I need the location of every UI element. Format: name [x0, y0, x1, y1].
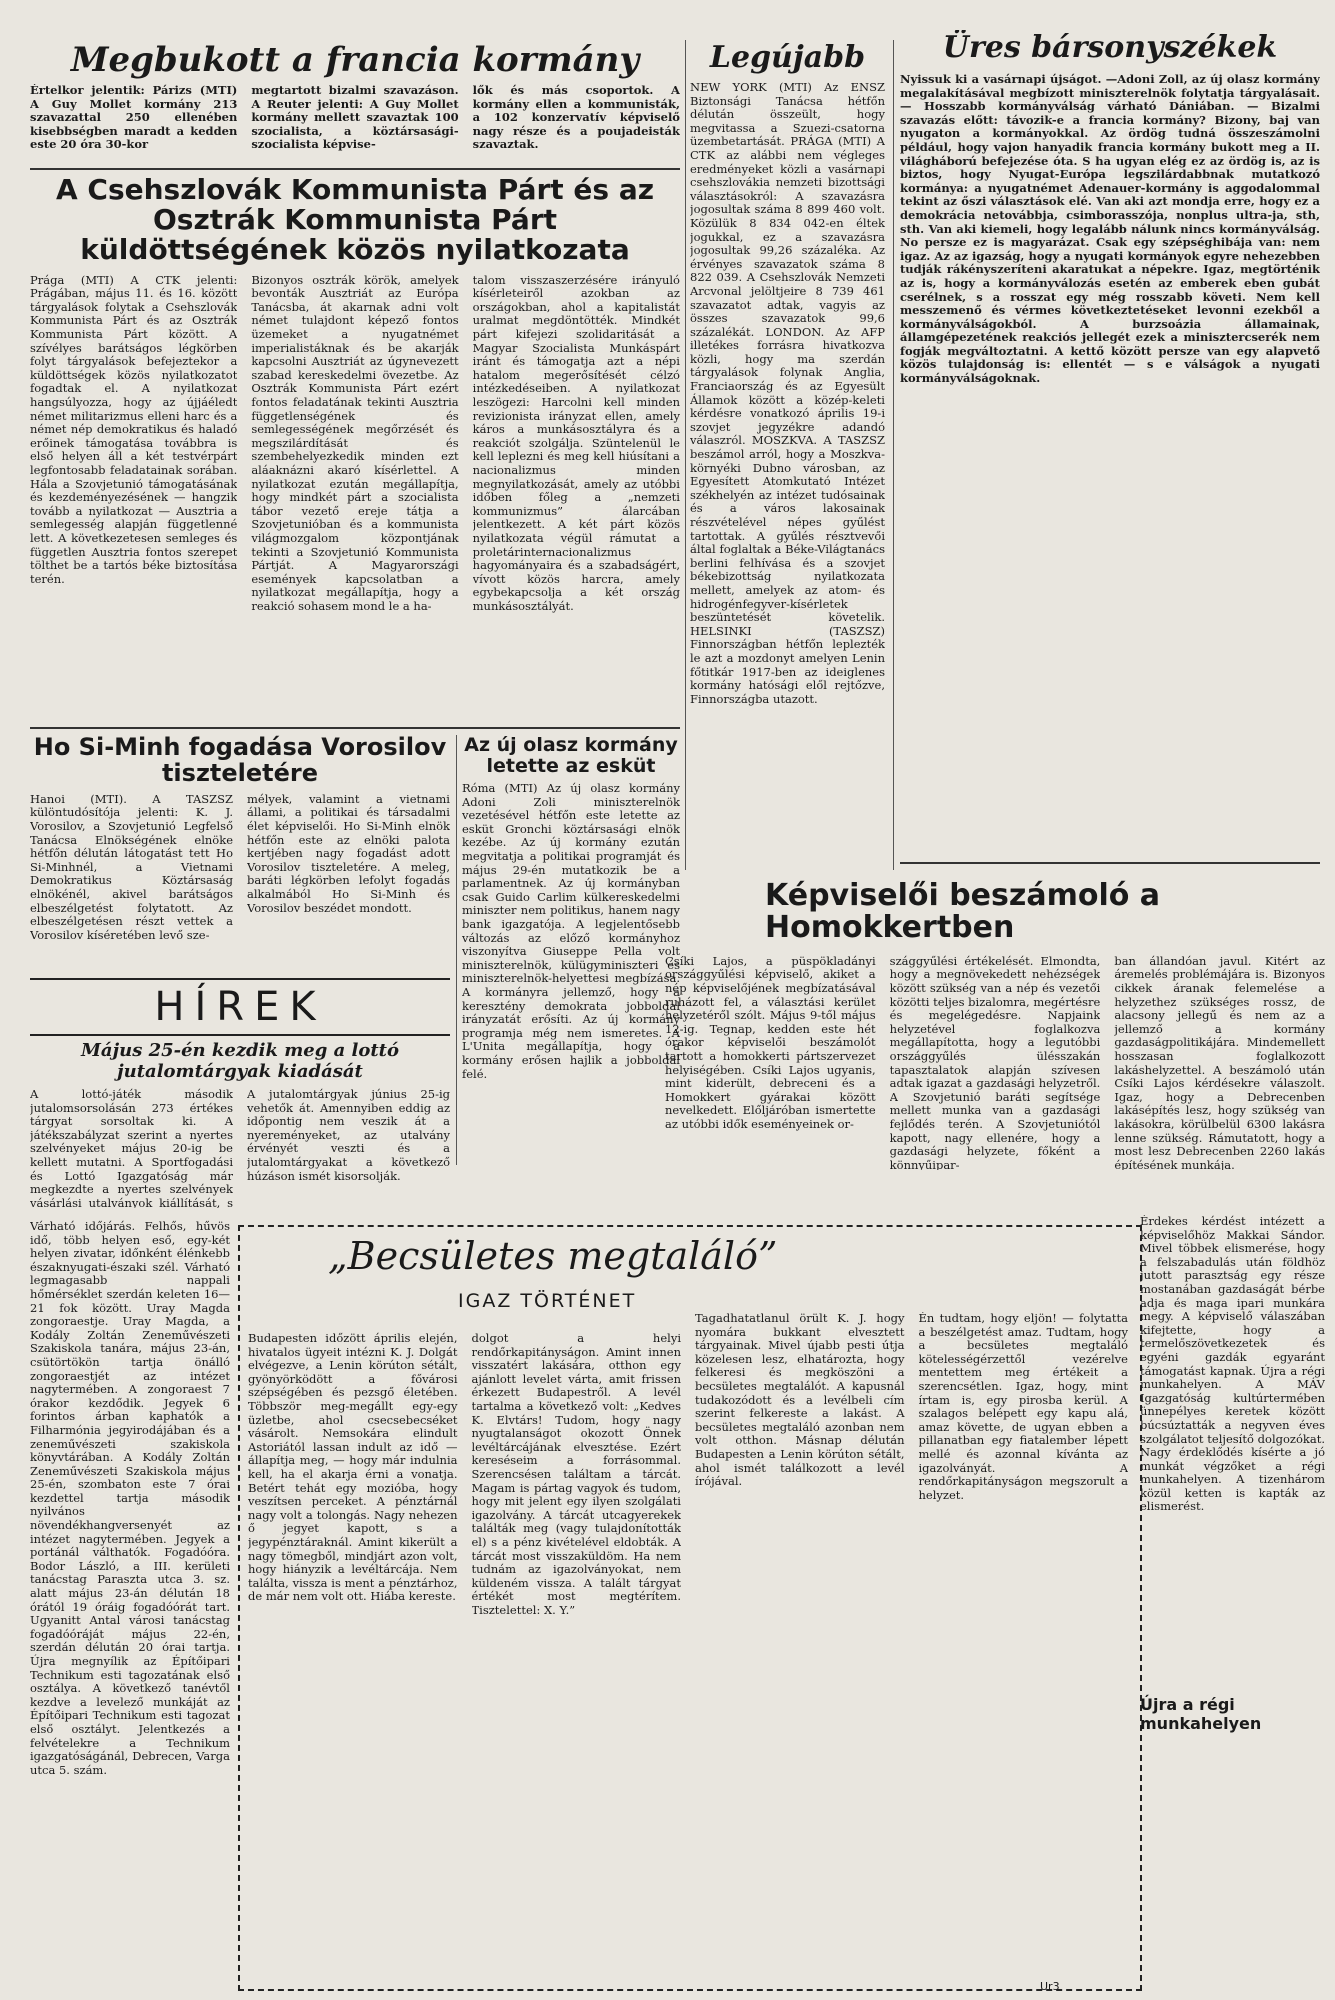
- column-rule: [685, 40, 686, 870]
- hirek-col-2: A jutalomtárgyak június 25-ig vehetők át. Amennyiben eddig az időpontig nem veszik át a nyereményeket, az utalvány érvényét veszti és a jutalomtárgyakat a következő húzáson ismét kisorsolják.: [247, 1088, 450, 1183]
- hirek-title-bar: [30, 978, 450, 1036]
- hirek-lower-column: [30, 1220, 230, 1990]
- top-story-col-3: lők és más csoportok. A kormány ellen a kommunisták, a 102 konzervatív képviselő nagy része és a poujadeisták szavaztak.: [472, 84, 680, 152]
- hirek-subtitle: Május 25-én kezdik meg a lottó jutalomtárgyak kiadását: [81, 1040, 399, 1082]
- top-story-col-1: Értelkor jelentik: Párizs (MTI) A Guy Mollet kormány 213 szavazattal 250 ellenében kisebbségben maradt a kedden este 20 óra 30-kor: [30, 84, 238, 152]
- hirek-col-1: A lottó-játék második jutalomsorsolásán 273 értékes tárgyat sorsoltak ki. A játékszabályzat szerint a nyertes szelvényeket május 20-ig be kellett mutatni. A Sportfogadási és Lottó Igazgatóság már megkezdte a nyertes szelvények vásárlási utalványok kiállítását, s: [30, 1088, 233, 1208]
- hirek-section: [30, 978, 450, 1210]
- column-rule: [893, 40, 894, 870]
- czech-story-col-3: talom visszaszerzésére irányuló kísérleteiről azokban az országokban, ahol a kapitalistát uralmat megdöntötték. Mindkét párt kifejezi szolidaritását a Magyar Szocialista Munkáspárt iránt és támogatja azt a népi hatalom megerősítését célzó intézkedéseiben. A nyilatkozat leszögezi: Harcolni kell minden revizionista irányzat ellen, amely káros a munkásosztályra és a reakciót szolgálja. Szüntelenül le kell leplezni és meg kell hiúsítani a nacionalizmus minden megnyilatkozását, amely az utóbbi időben főleg a „nemzeti kommunizmus” álarcában jelentkezett. A két párt közös nyilatkozata végül rámutat a proletárinternacionalizmus hagyományaira és a szabadságért, vívott közös harcra, amely egybekapcsolja a két ország munkásosztályát.: [472, 273, 680, 613]
- kepviseloi-col-2: szággyűlési értékelését. Elmondta, hogy a megnövekedett nehézségek között szükség van a nép és vezetői közötti teljes bizalomra, megértésre és megelégedésre. Napjaink helyzetével foglalkozva megállapította, hogy a legutóbbi országgyűlés ülésszakán tapasztalatok alapján szívesen adtak igazat a gazdasági helyzetről. A Szovjetunió baráti segítsége mellett munka van a gazdasági fejlődés terén. A Szovjetuniótól kapott, nagy ellenére, hogy a gazdasági helyzete, főként a könnyűipar-: [889, 954, 1101, 1170]
- legujabb-text: NEW YORK (MTI) Az ENSZ Biztonsági Tanácsa hétfőn délután összeült, hogy megvitassa a Szuezi-csatorna üzembetartását. PRÁGA (MTI) A CTK az alábbi nem végleges eredményeket közli a vasárnapi csehszlovákia nemzeti bizottsági választásokról: A szavazásra jogosultak száma 8 899 460 volt. Közülük 8 834 042-en éltek jogukkal, ez a szavazásra jogosultak 99,26 százaléka. Az érvényes szavazatok száma 8 822 039. A Csehszlovák Nemzeti Arcvonal jelöltjeire 8 739 461 szavazatot adtak, vagyis az összes szavazatok 99,6 százalékát. LONDON. Az AFP illetékes forrásra hivatkozva közli, hogy ma szerdán tárgyalások folynak Anglia, Franciaország és az Egyesült Államok között a közép-keleti kérdésre vonatkozó április 19-i szovjet jegyzékre adandó válaszról. MOSZKVA. A TASZSZ beszámol arról, hogy a Moszkva-környéki Dubno városban, az Egyesített Atomkutató Intézet székhelyén az intézet tudósainak és a város lakosainak részvételével népes gyűlést tartottak. A gyűlés résztvevői által foglaltak a Béke-Világtanács berlini felhívása és a szovjet békebizottság nyilatkozata mellett, amelyek az atom- és hidrogénfegyver-kísérletek beszüntetését követelik. HELSINKI (TASZSZ) Finnországban hétfőn leplezték le azt a mozdonyt amelyen Lenin főtitkár 1917-ben az ideiglenes kormány hatósági elől rejtőzve, Finnországba utazott.: [690, 81, 885, 706]
- czech-story-title: A Csehszlovák Kommunista Párt és az Osztrák Kommunista Párt küldöttségének közös nyilatkozata: [55, 175, 655, 267]
- ures-title: Üres bársonyszékek: [942, 30, 1278, 65]
- becsuletes-col-2: dolgot a helyi rendőrkapitányságon. Amint innen visszatért lakására, otthon egy ajánlott levelet várta, amit frissen érkezett Budapestről. A levél tartalma a következő volt: „Kedves K. Elvtárs! Tudom, hogy nagy nyugtalanságot okozott Önnek levéltárcájának elvesztése. Ezért kereséseim a forrásommal. Szerencsésen találtam a tárcát. Magam is pártag vagyok és tudom, hogy mit jelent egy ilyen szolgálati igazolvány. A tárcát utcagyerekek találták meg (vagy tulajdonították el) s a pénz kivételével eldobták. A tárcát most visszaküldöm. Ha nem tudnám az igazolványokat, nem küldeném vissza. A talált tárgyat értékét most megtérítem. Tisztelettel: X. Y.”: [471, 1332, 681, 1617]
- hirek-lower-text: Várható időjárás. Felhős, hűvös idő, több helyen eső, egy-két helyen zivatar, időnként élénkebb északnyugati-északi szél. Várható legmagasabb nappali hőmérséklet szerdán keleten 16—21 fok között. Uray Magda zongoraestje. Uray Magda, a Kodály Zoltán Zeneművészeti Szakiskola tanára, május 23-án, csütörtökön tartja önálló zongoraestjét az intézet nagytermében. A zongoraest 7 órakor kezdődik. Jegyek 6 forintos árban kaphatók a Filharmónia jegyirodájában és a zeneművészeti szakiskola könyvtárában. A Kodály Zoltán Zeneművészeti Szakiskola május 25-én, szombaton este 7 órai kezdettel tartja második nyilvános növendékhangversenyét az intézet nagytermében. Jegyek a portánál válthatók. Fogadóóra. Bodor László, a III. kerületi tanácstag Paraszta utca 3. sz. alatt május 23-án délután 18 órától 19 óráig fogadóórát tart. Ugyanitt Antal városi tanácstag fogadóóráját május 22-én, szerdán délután 20 órai tartja. Újra megnyílik az Építőipari Technikum esti tagozatának első osztálya. A következő tanévtől kezdve a levelező munkáját az Építőipari Technikum esti tagozat első osztályt. Jelentkezés a felvételekre a Technikum igazgatóságánál, Debrecen, Varga utca 5. szám.: [30, 1220, 230, 1777]
- czech-story-col-1: Prága (MTI) A CTK jelenti: Prágában, május 11. és 16. között tárgyalások folytak a Csehszlovák Kommunista Párt és az Osztrák Kommunista Párt között. A szívélyes barátságos légkörben folyt tárgyalások befejeztekor a küldöttségek közös nyilatkozatot fogadtak el. A nyilatkozat hangsúlyozza, hogy az újjáéledt német militarizmus elleni harc és a német nép demokratikus és haladó erőinek támogatása továbbra is első helyen áll a két testvérpárt legfontosabb feladatainak sorában. Hála a Szovjetunió támogatásának és kezdeményezésének — hangzik tovább a nyilatkozat — Ausztria a semlegesség alapján függetlenné lett. A következetesen semleges és független Ausztria fontos szerepet tölthet be a tartós béke biztosítása terén.: [30, 273, 238, 586]
- igaz-tortenet-label: IGAZ TÖRTÉNET: [458, 1290, 637, 1312]
- ho-si-minh-col-1: Hanoi (MTI). A TASZSZ különtudósítója jelenti: K. J. Vorosilov, a Szovjetunió Legfelső Tanácsa Elnökségének elnöke hétfőn délután látogatást tett Ho Si-Minhnél, a Vietnami Demokratikus Köztársaság elnökénél, akivel barátságos elbeszélgetést folytatott. Az elbeszélgetésen részt vettek a Vorosilov kíséretében levő sze-: [30, 792, 233, 942]
- olasz-text: Róma (MTI) Az új olasz kormány Adoni Zoli miniszterelnök vezetésével hétfőn este letette az esküt Gronchi köztársasági elnök kezébe. Az új kormány ezután megvitatja a politikai programját és május 29-én mutatkozik be a parlamentnek. Az új kormányban csak Guido Carlim külkereskedelmi miniszter nem politikus, hanem nagy bank igazgatója. A legjelentősebb változás az előző kormányhoz viszonyítva Giuseppe Pella volt miniszterelnök, külügyminiszteri és miniszterelnök-helyettesi megbízása. A kormányra jellemző, hogy a keresztény demokrata jobboldal irányzatát erősíti. Az új kormány programja még nem ismeretes. A L'Unita megállapítja, hogy a kormány erősen hajlik a jobboldal felé.: [462, 782, 680, 1081]
- ho-si-minh-story: [30, 735, 450, 965]
- top-story-col-2: megtartott bizalmi szavazáson. A Reuter jelenti: A Guy Mollet kormány mellett szavaztak 100 szocialista, a köztársasági-szocialista képvise-: [251, 84, 459, 152]
- becsuletes-title: „Becsületes megtaláló”: [328, 1234, 778, 1278]
- kepviseloi-col-1: Csíki Lajos, a püspökladányi országgyűlési képviselő, akiket a nép képviselőjének megbízatásával ruházott fel, a választási kerület helyzetéről szólt. Május 9-től május 12-ig. Tegnap, kedden este hét órakor képviselői beszámolót tartott a homokkerti pártszervezet helyiségében. Csíki Lajos ugyanis, mint kiderült, debreceni és a Homokkert gyárakai között nevelkedett. Előljáróban ismertette az utóbbi idők eseményeinek or-: [665, 954, 876, 1131]
- kepviseloi-col-3: ban állandóan javul. Kitért az áremelés problémájára is. Bizonyos cikkek áranak felemelése a helyzethez szükséges rossz, de alacsony jellegű és nem az a jellemző a kormány gazdaságpolitikájára. Mindemellett hosszasan foglalkozott lakáshelyzettel. A beszámoló után Csíki Lajos kérdésekre válaszolt. Igaz, hogy a Debrecenben lakásépítés lesz, hogy szükség van lakásokra, körülbelül 6300 lakásra lenne szükség. Rámutatott, hogy a most lesz Debrecenben 2260 lakás építésének munkája.: [1114, 954, 1325, 1170]
- legujabb-title: Legújabb: [709, 40, 866, 75]
- ujra-heading: Újra a régi munkahelyen: [1140, 1695, 1262, 1733]
- kepviseloi-title: Képviselői beszámoló a Homokkertben: [765, 880, 1161, 946]
- right-column-text: Érdekes kérdést intézett a képviselőhöz Makkai Sándor. Mivel többek elismerése, hogy a felszabadulás után földhöz jutott parasztság egy része mostanában gazdaságát bérbe adja és maga ipari munkára megy. A képviselő válaszában kifejtette, hogy a termelőszövetkezetek és egyéni gazdák egyaránt támogatást kapnak. Újra a régi munkahelyen. A MÁV Igazgatóság kultúrtermében ünnepélyes keretek között búcsúztatták a negyven éves szolgálatot teljesítő dolgozókat. Nagy érdeklődés kísérte a jó munkát végzőket a régi munkahelyen. A tizenhárom közül ketten is kapták az elismerést.: [1140, 1215, 1325, 1514]
- right-column-bottom: [1140, 1215, 1325, 1990]
- czech-story: [30, 175, 680, 720]
- horizontal-rule: [30, 168, 680, 170]
- olasz-kormany-story: [462, 735, 680, 1145]
- becsuletes-col-3: Tagadhatatlanul örült K. J. hogy nyomára bukkant elvesztett tárgyainak. Mivel újabb pesti útja közelesen lesz, elhatározta, hogy felkeresi és megköszöni a becsületes megtalálót. A kapusnál tudakozódott és a levélbeli cím szerint felkereste a lakást. A becsületes megtaláló azonban nem volt otthon. Másnap délután Budapesten a Lenin körúton sétált, ahol ismét találkozott a levél írójával.: [695, 1312, 905, 1489]
- ures-text: Nyissuk ki a vasárnapi újságot. —Adoni Zoll, az új olasz kormány megalakításával megbízott miniszterelnök folytatja tárgyalásait. — Hosszabb kormányválság várható Dániában. — Bizalmi szavazás előtt: távozik-e a francia kormány? Bizony, baj van nyugaton a kormányokkal. Az ördög tudná összeszámolni például, hogy vajon hanyadik francia kormány bukott meg a II. világháború befejezése óta. S ha ugyan elég ez az ördög is, az is biztos, hogy Nyugat-Európa legszilárdabbnak mutatkozó kormánya: a nyugatnémet Adenauer-kormány is aggodalommal tekint az őszi választások elé. Van aki azt mondja erre, hogy ez a demokrácia netovábbja, csimborasszója, nonplus ultra-ja, sth, sth. Van aki kiemeli, hogy legalább nálunk nincs kormányválság. No persze ez is magyarázat. Csak egy szépséghibája van: nem igaz. Az az igazság, hogy a nyugati kormányok egyre nehezebben tudják rákényszeríteni akaratukat a népekre. Igaz, megtörténik az is, hogy a kormányválozás esetén az emberek eben gubát cserélnek, s a rosszat egy még rosszabb követi. Nem kell messzemenő és vérmes következtetéseket levonni ezekből a kormányválságokból. A burzsoázia államainak, államgépezetének reakciós jellegét ezek a minisztercserék nem fogják megváltoztatni. A kettő között persze van egy alapvető közös tulajdonság is: ellentét — s e válságok a nyugati kormányválságoknak.: [900, 73, 1320, 386]
- ho-si-minh-col-2: mélyek, valamint a vietnami állami, a politikai és társadalmi élet képviselői. Ho Si-Minh elnök hétfőn este az elnöki palota kertjében nagy fogadást adott Vorosilov tiszteletére. A meleg, baráti légkörben lefolyt fogadás alkalmából Ho Si-Minh és Vorosilov beszédet mondott.: [247, 792, 450, 915]
- ho-si-minh-title: Ho Si-Minh fogadása Vorosilov tiszteletére: [33, 735, 447, 787]
- becsuletes-col-1: Budapesten időzött április elején, hivatalos ügyeit intézni K. J. Dolgát elvégezve, a Lenin körúton sétált, gyönyörködött a fővárosi szépségében és pezsgő életében. Többször meg-megállt egy-egy üzletbe, ahol csecsebecséket vásárolt. Nemsokára elindult Astoriától lassan indult az idő — állapítja meg, — hogy már indulnia kell, ha el akarja érni a vonatja. Betért tehát egy mozióba, hogy veszítsen perceket. A pénztárnál nagy volt a tolongás. Nagy nehezen ő jegyet kapott, s a jegypénztáraknál. Amint kikerült a nagy tömegből, mindjárt azon volt, hogy hiányzik a levéltárcája. Nem találta, vissza is ment a pénztárhoz, de már nem volt ott. Hiába kereste.: [248, 1332, 458, 1604]
- top-story: [30, 40, 680, 160]
- footer-mark: Ur3: [1040, 1980, 1060, 1993]
- hirek-title: HÍREK: [154, 984, 326, 1030]
- czech-story-col-2: Bizonyos osztrák körök, amelyek bevonták Ausztriát az Európa Tanácsba, át akarnak adni volt német tulajdont képező fontos üzemeket a nyugatnémet imperialistáknak és be akarják kapcsolni Ausztriát az úgynevezett szabad kereskedelmi övezetbe. Az Osztrák Kommunista Párt ezért fontos feladatának tekinti Ausztria függetlenségének és semlegességének megőrzését és megszilárdítását és szembehelyezkedik minden ezt aláaknázni akaró kísérlettel. A nyilatkozat ezután megállapítja, hogy mindkét párt a szocialista tábor vezető ereje tátja a Szovjetunióban és a kommunista világmozgalom központjának tekinti a Szovjetunió Kommunista Pártját. A Magyarországi események kapcsolatban a nyilatkozat megállapítja, hogy a reakció sohasem mond le a ha-: [251, 273, 459, 613]
- legujabb-column: [690, 40, 885, 850]
- kepviseloi-beszamolo: [665, 880, 1325, 1205]
- horizontal-rule: [30, 727, 680, 729]
- olasz-title: Az új olasz kormány letette az esküt: [464, 735, 678, 777]
- horizontal-rule: [900, 862, 1320, 864]
- ures-barsonyszekek: [900, 30, 1320, 855]
- column-rule: [456, 735, 457, 1165]
- becsuletes-story: [248, 1232, 1128, 1980]
- becsuletes-col-4: Én tudtam, hogy eljön! — folytatta a beszélgetést amaz. Tudtam, hogy a becsületes megtaláló kötelességérzettől vezérelve mentettem meg értékeit a szerencsétlen. Igaz, hogy, mint írtam is, egy pirosba kerül. A szalagos belépett egy kapu alá, amaz követte, de ugyan ebben a pillanatban egy fiatalember lépett mellé és azonnal kívánta az igazolványát. A rendőrkapitányságon megszorult a helyzet.: [918, 1312, 1128, 1502]
- top-story-title: Megbukott a francia kormány: [70, 40, 640, 80]
